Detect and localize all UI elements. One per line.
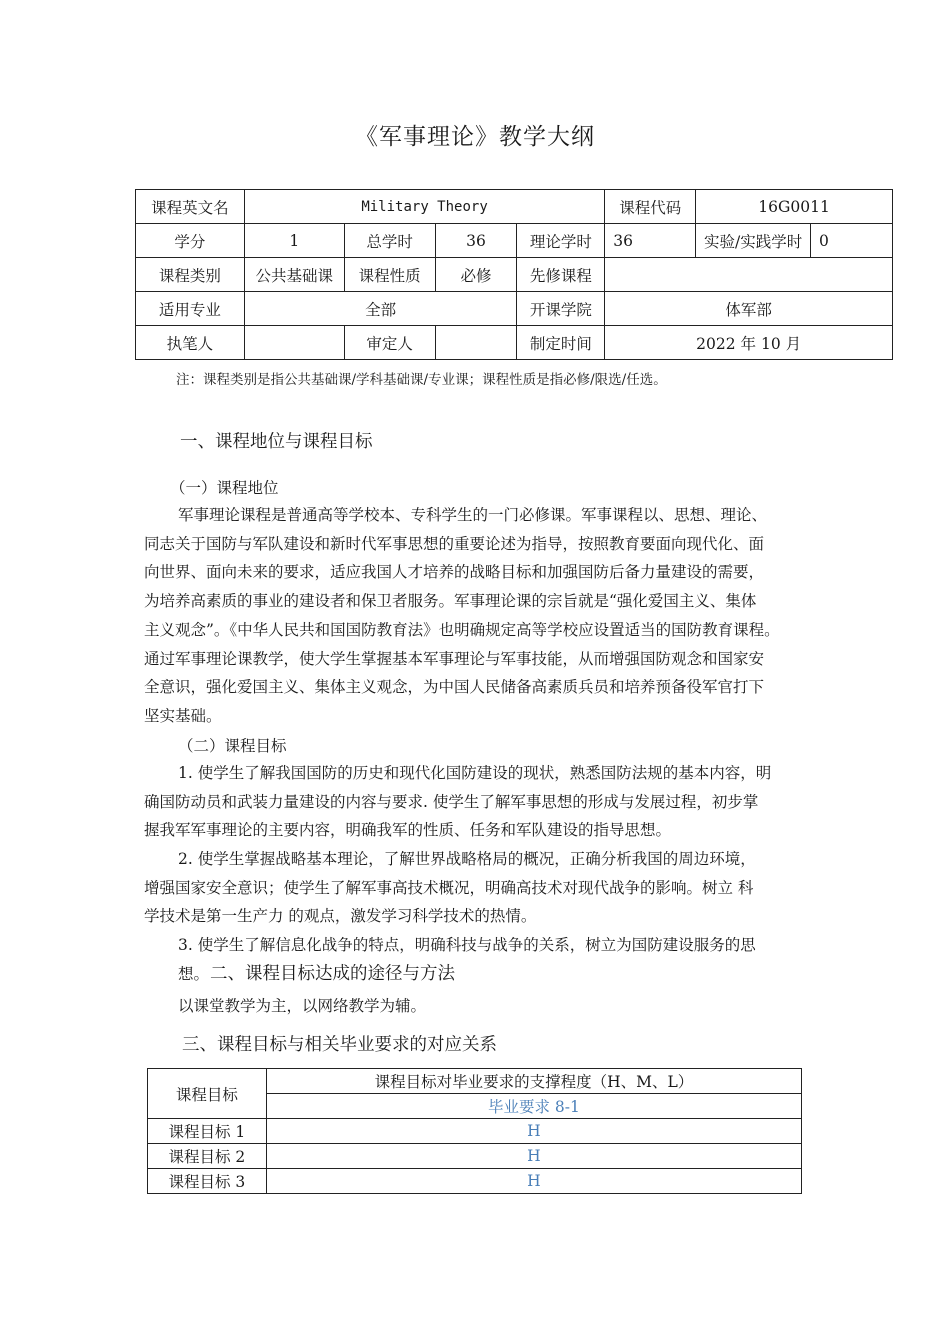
paragraph-line: 主义观念”。《中华人民共和国国防教育法》也明确规定高等学校应设置适当的国防教育课程。 (144, 620, 780, 639)
major-value: 全部 (244, 292, 517, 326)
author-value (244, 326, 344, 360)
info-row-1 (136, 190, 893, 224)
support-degree-header: 课程目标对毕业要求的支撑程度（H、M、L） (266, 1069, 801, 1094)
support-value: H (266, 1144, 801, 1169)
section1-sub1-heading: （一）课程地位 (170, 479, 279, 497)
practice-hours-value: 0 (811, 224, 893, 258)
paragraph-line: 学技术是第一生产力 的观点，激发学习科学技术的热情。 (144, 907, 537, 926)
date-value: 2022 年 10 月 (605, 326, 893, 360)
goal-label: 课程目标 2 (148, 1144, 267, 1169)
college-value: 体军部 (605, 292, 893, 326)
nature-value: 必修 (435, 258, 517, 292)
paragraph-line: 同志关于国防与军队建设和新时代军事思想的重要论述为指导，按照教育要面向现代化、面 (144, 534, 765, 553)
paragraph-line: 1. 使学生了解我国国防的历史和现代化国防建设的现状，熟悉国防法规的基本内容，明 (178, 764, 772, 782)
course-position-paragraph (144, 501, 824, 731)
course-code-value: 16G0011 (696, 190, 893, 224)
goal-column-header: 课程目标 (148, 1069, 267, 1119)
goal3-paragraph (144, 931, 824, 960)
prereq-label: 先修课程 (517, 258, 605, 292)
paragraph-line: 全意识，强化爱国主义、集体主义观念，为中国人民储备高素质兵员和培养预备役军官打下 (144, 678, 765, 697)
support-value: H (266, 1119, 801, 1144)
reviewer-label: 审定人 (344, 326, 435, 360)
paragraph-line: 为培养高素质的事业的建设者和保卫者服务。军事理论课的宗旨就是“强化爱国主义、集体 (144, 592, 757, 611)
paragraph-line: 握我军军事理论的主要内容，明确我军的性质、任务和军队建设的指导思想。 (144, 821, 672, 840)
goal1-paragraph (144, 759, 824, 845)
table-row (148, 1144, 802, 1169)
goal2-paragraph (144, 845, 824, 931)
paragraph-line: 2. 使学生掌握战略基本理论，了解世界战略格局的概况，正确分析我国的周边环境， (178, 850, 756, 868)
support-value: H (266, 1169, 801, 1194)
category-value: 公共基础课 (244, 258, 344, 292)
goal-label: 课程目标 1 (148, 1119, 267, 1144)
goal-requirement-table (147, 1068, 802, 1194)
document-title: 《军事理论》教学大纲 (355, 124, 595, 150)
practice-hours-label: 实验/实践学时 (696, 224, 811, 258)
major-label: 适用专业 (136, 292, 245, 326)
goal-label: 课程目标 3 (148, 1169, 267, 1194)
reviewer-value (435, 326, 517, 360)
paragraph-line: 3. 使学生了解信息化战争的特点，明确科技与战争的关系，树立为国防建设服务的思 (178, 936, 756, 954)
section3-heading: 三、课程目标与相关毕业要求的对应关系 (182, 1035, 497, 1055)
paragraph-line: 通过军事理论课教学，使大学生掌握基本军事理论与军事技能，从而增强国防观念和国家安 (144, 649, 765, 668)
category-label: 课程类别 (136, 258, 245, 292)
total-hours-label: 总学时 (344, 224, 435, 258)
section1-heading: 一、课程地位与课程目标 (180, 432, 373, 452)
section2-heading: 二、课程目标达成的途径与方法 (210, 964, 455, 984)
map-header-row-1 (148, 1069, 802, 1094)
prereq-value (605, 258, 893, 292)
english-name-value: Military Theory (244, 190, 604, 224)
total-hours-value: 36 (435, 224, 517, 258)
theory-hours-label: 理论学时 (517, 224, 605, 258)
table-row (148, 1169, 802, 1194)
date-label: 制定时间 (517, 326, 605, 360)
nature-label: 课程性质 (344, 258, 435, 292)
paragraph-line: 增强国家安全意识；使学生了解军事高技术概况，明确高技术对现代战争的影响。树立 科 (144, 878, 754, 897)
paragraph-line: 军事理论课程是普通高等学校本、专科学生的一门必修课。军事课程以、思想、理论、 (178, 506, 768, 524)
info-row-3 (136, 258, 893, 292)
table-row (148, 1119, 802, 1144)
info-row-5 (136, 326, 893, 360)
credit-value: 1 (244, 224, 344, 258)
section1-sub2-heading: （二）课程目标 (178, 737, 287, 755)
author-label: 执笔人 (136, 326, 245, 360)
goal3-line2: 想。 (178, 965, 210, 983)
theory-hours-value: 36 (605, 224, 696, 258)
course-code-label: 课程代码 (605, 190, 696, 224)
section2-text: 以课堂教学为主，以网络教学为辅。 (178, 997, 427, 1015)
info-row-4 (136, 292, 893, 326)
paragraph-line: 坚实基础。 (144, 706, 222, 725)
credit-label: 学分 (136, 224, 245, 258)
course-info-table (135, 189, 893, 360)
requirement-column-header: 毕业要求 8-1 (266, 1094, 801, 1119)
college-label: 开课学院 (517, 292, 605, 326)
table-note: 注：课程类别是指公共基础课/学科基础课/专业课；课程性质是指必修/限选/任选。 (176, 372, 667, 388)
paragraph-line: 确国防动员和武装力量建设的内容与要求. 使学生了解军事思想的形成与发展过程，初步掌 (144, 792, 759, 811)
paragraph-line: 向世界、面向未来的要求，适应我国人才培养的战略目标和加强国防后备力量建设的需要， (144, 563, 765, 582)
info-row-2 (136, 224, 893, 258)
english-name-label: 课程英文名 (136, 190, 245, 224)
